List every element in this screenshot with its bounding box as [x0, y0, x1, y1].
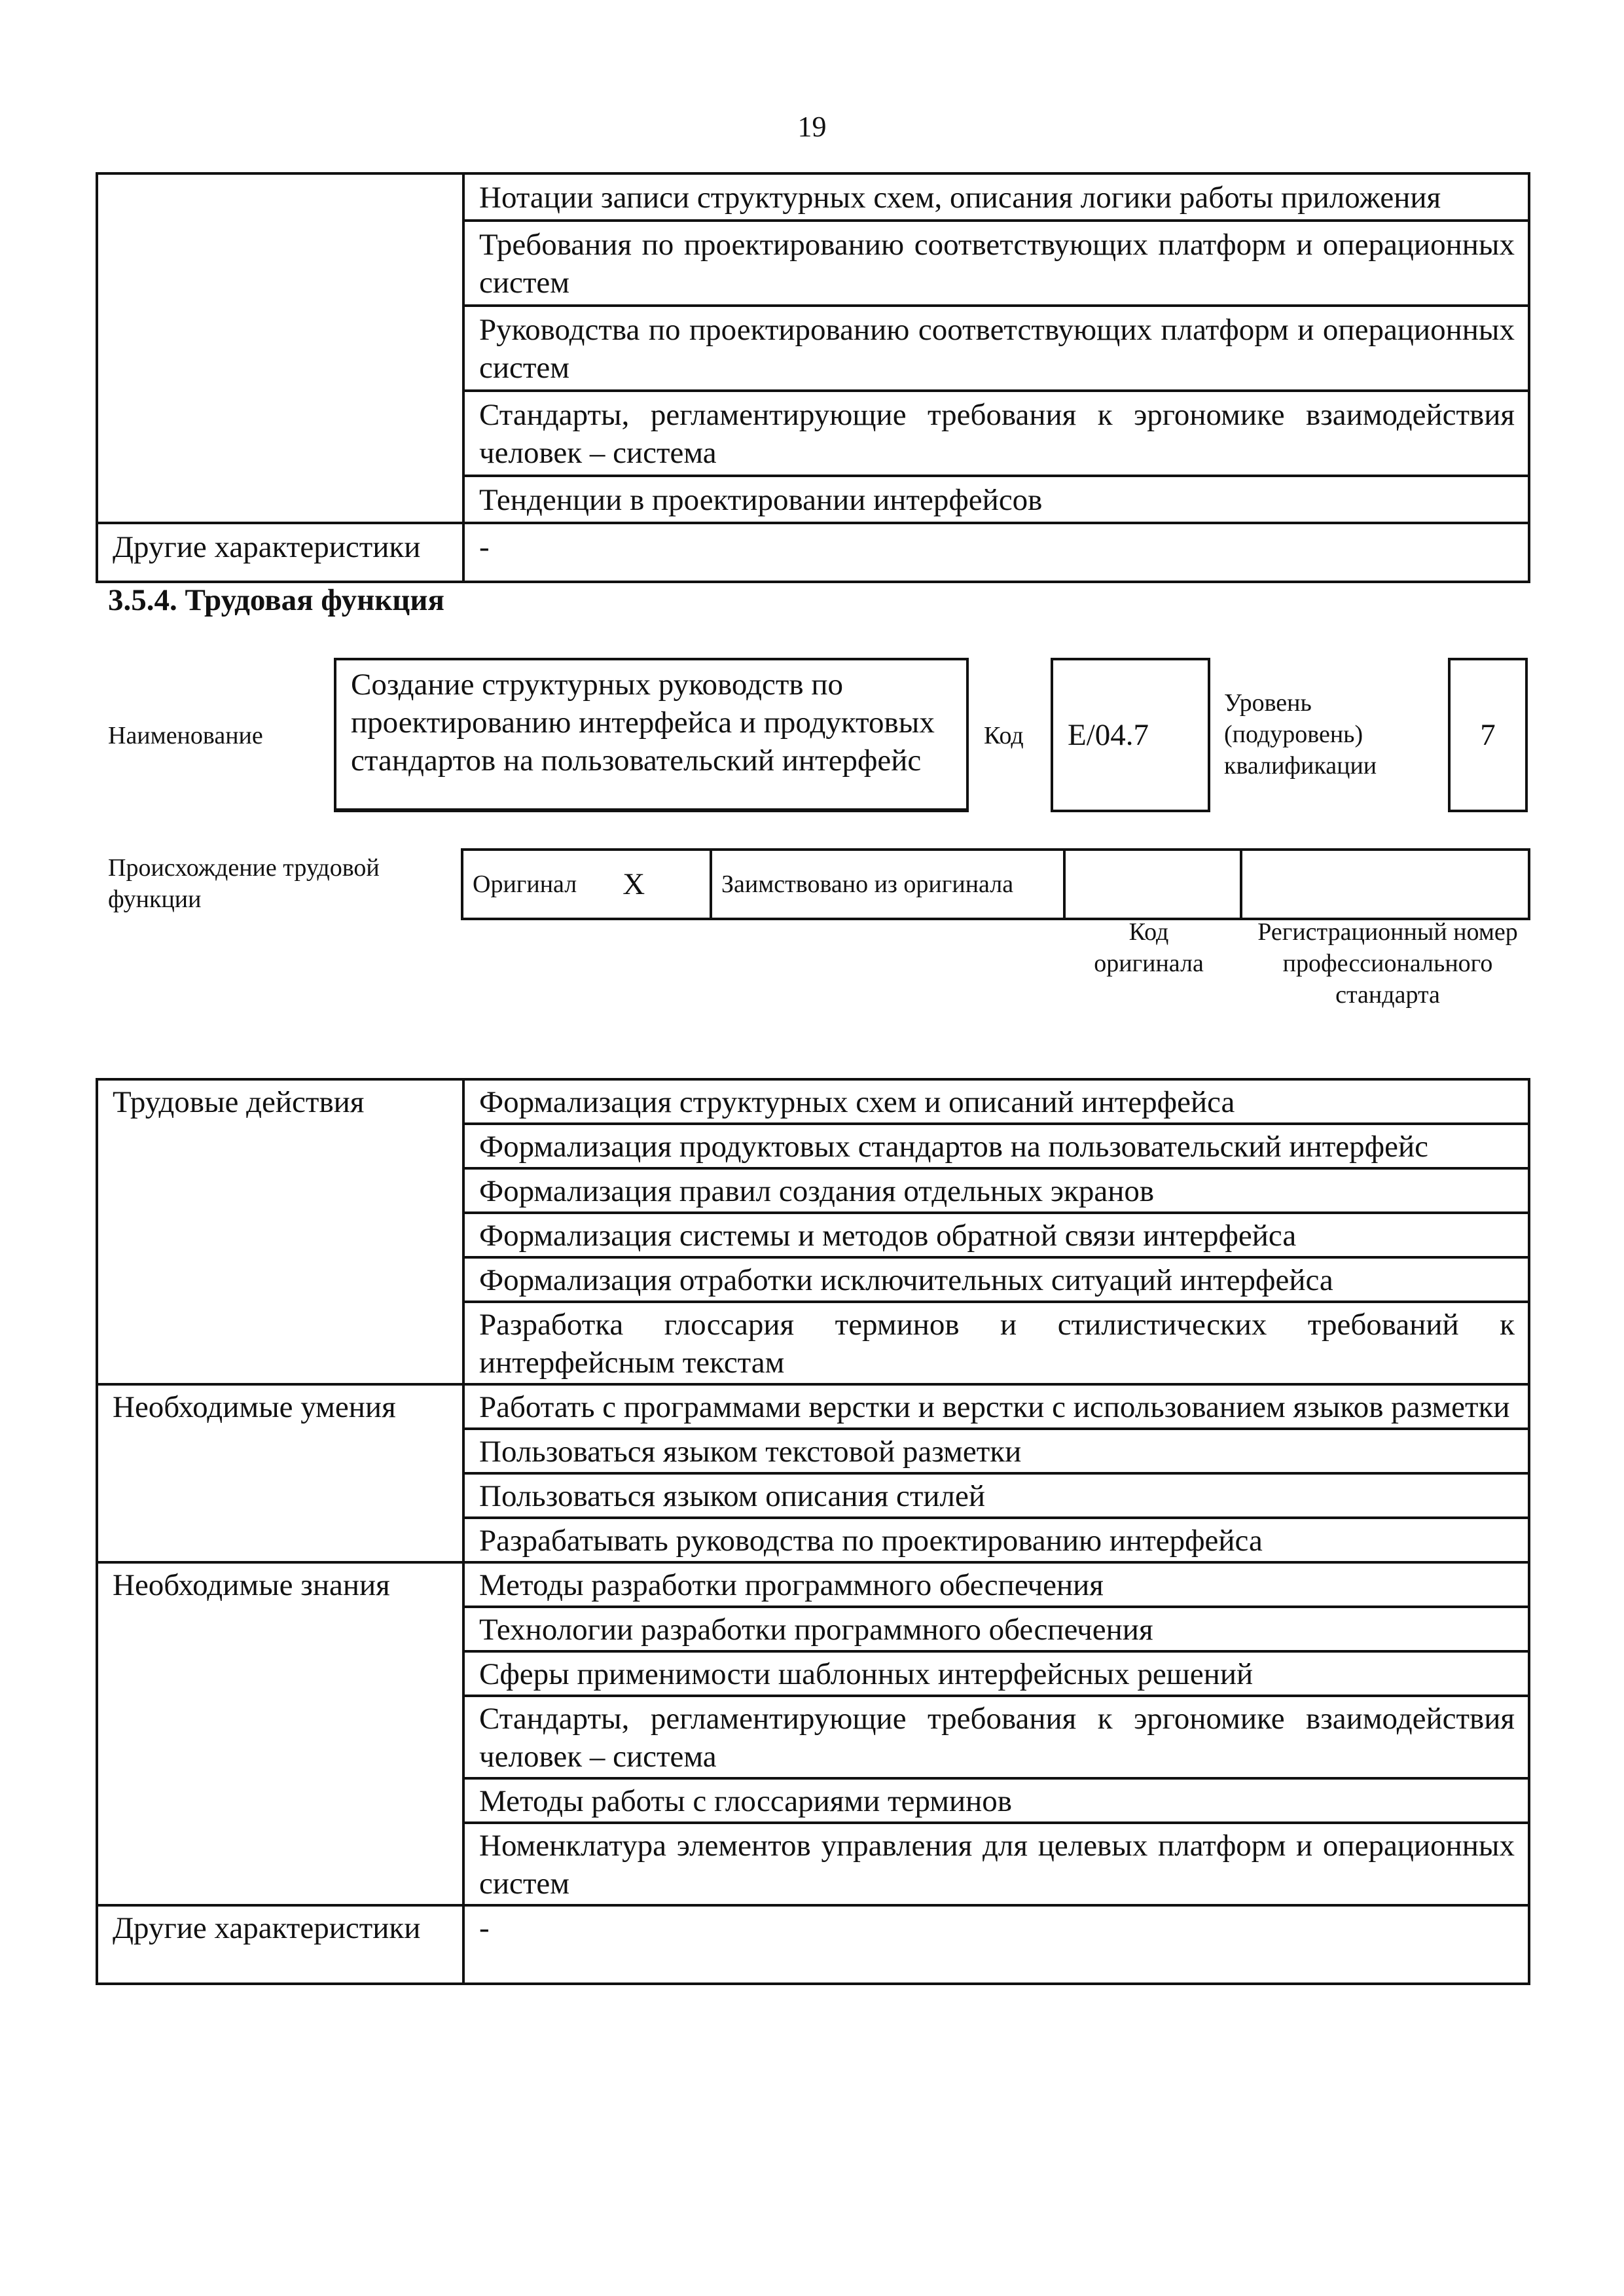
continuation-row: Требования по проектированию соответствующих платформ и операционных систем	[463, 221, 1529, 306]
skill: Разрабатывать руководства по проектированию интерфейса	[463, 1518, 1529, 1562]
main-table	[96, 1078, 1530, 1985]
other-characteristics-label: Другие характеристики	[97, 1905, 463, 1984]
registration-number-label: Регистрационный номер профессионального стандарта	[1257, 918, 1518, 1009]
code-label: Код	[984, 722, 1024, 749]
knowledge-item: Методы работы с глоссариями терминов	[463, 1778, 1529, 1823]
name-label: Наименование	[108, 722, 263, 749]
original-label: Оригинал	[473, 870, 577, 898]
labor-actions-label: Трудовые действия	[97, 1079, 463, 1384]
labor-action: Формализация продуктовых стандартов на пользовательский интерфейс	[463, 1124, 1529, 1168]
labor-action: Формализация правил создания отдельных экранов	[463, 1168, 1529, 1213]
knowledge-item: Номенклатура элементов управления для целевых платформ и операционных систем	[463, 1823, 1529, 1905]
code-original-cell	[1064, 850, 1241, 919]
knowledge-label: Необходимые знания	[97, 1562, 463, 1905]
origin-table	[461, 848, 1530, 920]
page-number: 19	[797, 111, 827, 143]
other-characteristics-value: -	[463, 523, 1529, 582]
continuation-row: Тенденции в проектировании интерфейсов	[463, 476, 1529, 523]
skill: Работать с программами верстки и верстки с использованием языков разметки	[463, 1384, 1529, 1429]
knowledge-item: Сферы применимости шаблонных интерфейсных решений	[463, 1651, 1529, 1696]
qualification-level-label: Уровень (подуровень) квалификации	[1224, 689, 1377, 780]
origin-label: Происхождение трудовой функции	[108, 854, 380, 913]
continuation-label-cell	[97, 173, 463, 523]
skills-label: Необходимые умения	[97, 1384, 463, 1562]
section-heading: 3.5.4. Трудовая функция	[108, 583, 444, 617]
function-name-box: Создание структурных руководств по проектированию интерфейса и продуктовых стандартов на пользовательский интерфейс	[334, 658, 969, 812]
continuation-row: Нотации записи структурных схем, описания логики работы приложения	[463, 173, 1529, 221]
code-value-box: E/04.7	[1051, 658, 1210, 812]
knowledge-item: Стандарты, регламентирующие требования к эргономике взаимодействия человек – система	[463, 1696, 1529, 1778]
skill: Пользоваться языком текстовой разметки	[463, 1429, 1529, 1473]
code-original-label: Код оригинала	[1094, 918, 1204, 977]
other-characteristics-label: Другие характеристики	[97, 523, 463, 582]
labor-action: Формализация структурных схем и описаний интерфейса	[463, 1079, 1529, 1124]
borrowed-label: Заимствовано из оригинала	[711, 850, 1064, 919]
labor-action: Формализация системы и методов обратной связи интерфейса	[463, 1213, 1529, 1257]
knowledge-item: Методы разработки программного обеспечения	[463, 1562, 1529, 1607]
other-characteristics-value: -	[463, 1905, 1529, 1984]
continuation-row: Стандарты, регламентирующие требования к эргономике взаимодействия человек – система	[463, 391, 1529, 476]
registration-number-cell	[1241, 850, 1529, 919]
original-mark: X	[623, 867, 645, 901]
labor-action: Разработка глоссария терминов и стилистических требований к интерфейсным текстам	[463, 1302, 1529, 1384]
skill: Пользоваться языком описания стилей	[463, 1473, 1529, 1518]
qualification-level-box: 7	[1448, 658, 1528, 812]
labor-action: Формализация отработки исключительных ситуаций интерфейса	[463, 1257, 1529, 1302]
continuation-table	[96, 172, 1530, 583]
knowledge-item: Технологии разработки программного обеспечения	[463, 1607, 1529, 1651]
original-cell	[462, 850, 711, 919]
continuation-row: Руководства по проектированию соответствующих платформ и операционных систем	[463, 306, 1529, 391]
